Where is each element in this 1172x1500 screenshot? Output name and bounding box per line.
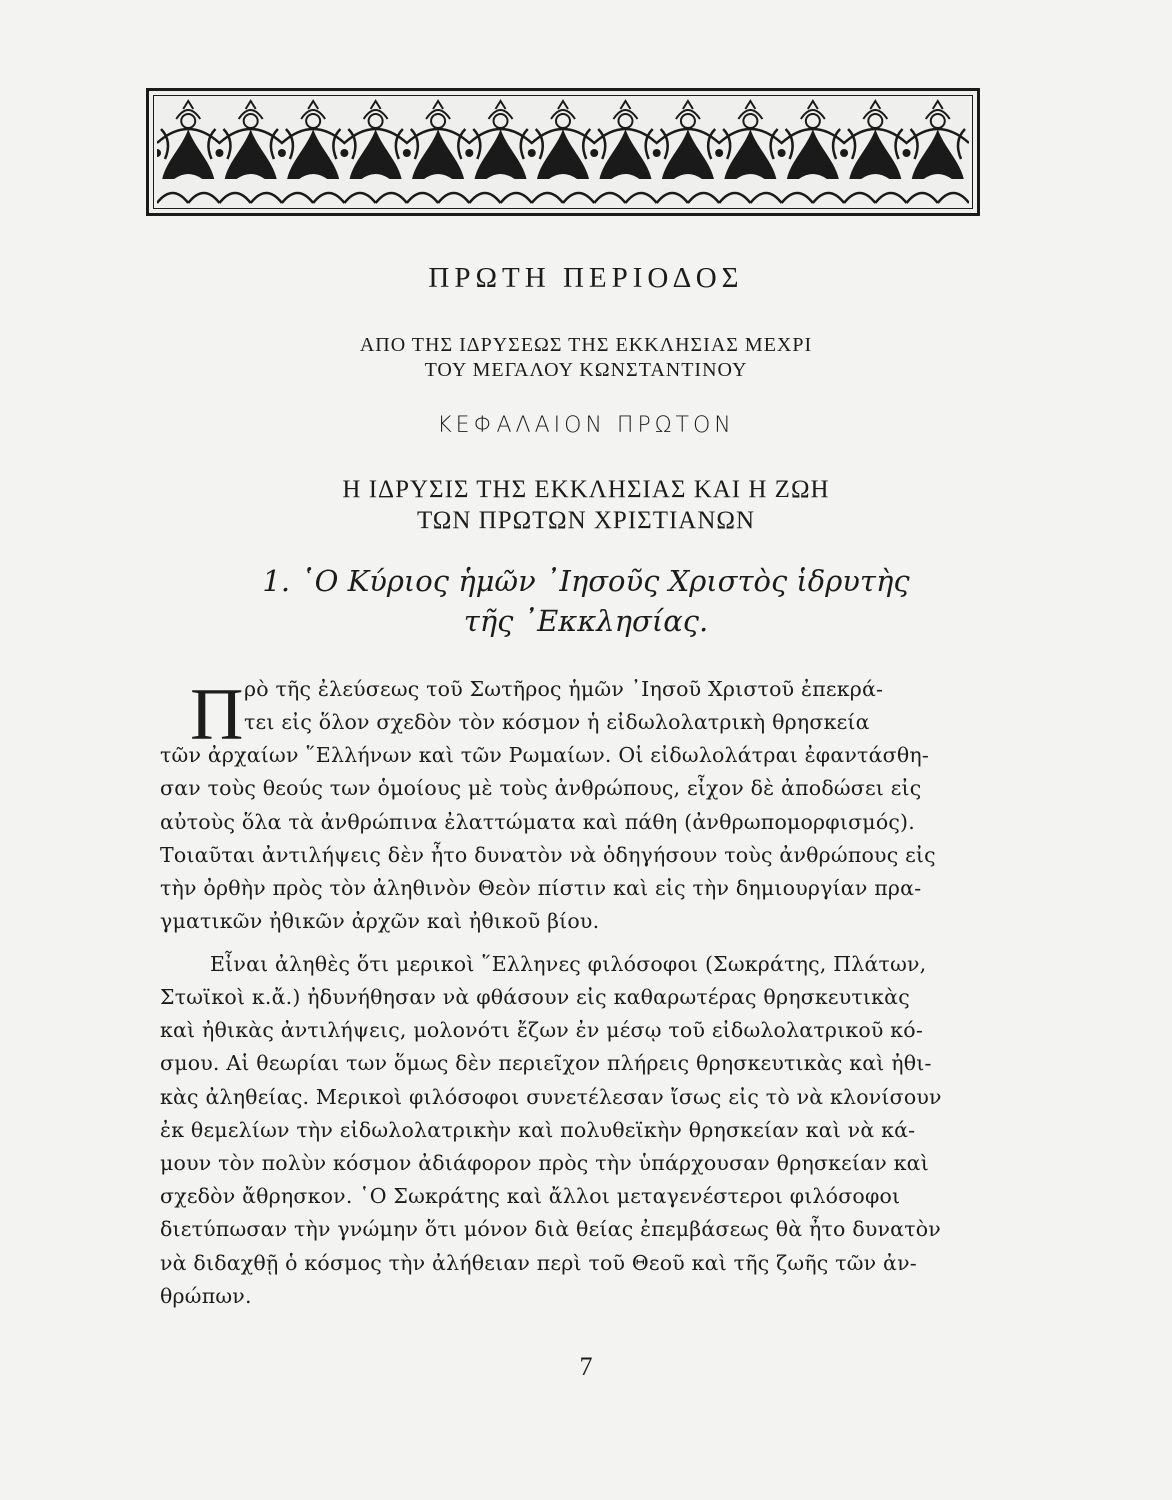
period-title: ΠΡΩΤΗ ΠΕΡΙΟΔΟΣ bbox=[428, 262, 744, 294]
body-line: σχεδὸν ἄθρησκον. ῾Ο Σωκράτης καὶ ἄλλοι μεταγενέστεροι φιλόσοφοι bbox=[160, 1184, 901, 1208]
body-line: διετύπωσαν τὴν γνώμην ὅτι μόνον διὰ θείας ἐπεμβάσεως θὰ ἦτο δυνατὸν bbox=[160, 1217, 941, 1241]
chapter-title-line-2: ΤΩΝ ΠΡΩΤΩΝ ΧΡΙΣΤΙΑΝΩΝ bbox=[416, 507, 756, 534]
section-title-text: ῾Ο Κύριος ἡμῶν ᾿Ιησοῦς Χριστὸς ἱδρυτὴς bbox=[300, 564, 910, 598]
body-line: Εἶναι ἀληθὲς ὅτι μερικοὶ ῞Ελληνες φιλόσοφοι (Σωκράτης, Πλάτων, bbox=[210, 952, 927, 976]
body-line: τει εἰς ὅλον σχεδὸν τὸν κόσμον ἡ εἰδωλολατρικὴ θρησκεία bbox=[244, 710, 870, 734]
body-line: ἐκ θεμελίων τὴν εἰδωλολατρικὴν καὶ πολυθεϊκὴν θρησκείαν καὶ νὰ κά- bbox=[160, 1118, 916, 1142]
body-line: καὶ ἠθικὰς ἀντιλήψεις, μολονότι ἔζων ἐν μέσῳ τοῦ εἰδωλολατρικοῦ κό- bbox=[160, 1018, 923, 1042]
period-subtitle-line-1: ΑΠΟ ΤΗΣ ΙΔΡΥΣΕΩΣ ΤΗΣ ΕΚΚΛΗΣΙΑΣ ΜΕΧΡΙ bbox=[359, 334, 813, 356]
decorative-header-border bbox=[146, 88, 980, 216]
body-line: Στωϊκοὶ κ.ἄ.) ἠδυνήθησαν νὰ φθάσουν εἰς καθαρωτέρας θρησκευτικὰς bbox=[160, 985, 910, 1009]
body-line: Τοιαῦται ἀντιλήψεις δὲν ἦτο δυνατὸν νὰ ὁδηγήσουν τοὺς ἀνθρώπους εἰς bbox=[160, 843, 936, 867]
body-line: νὰ διδαχθῇ ὁ κόσμος τὴν ἀλήθειαν περὶ τοῦ Θεοῦ καὶ τῆς ζωῆς τῶν ἀν- bbox=[160, 1251, 917, 1275]
body-line: τῶν ἀρχαίων ῞Ελλήνων καὶ τῶν Ρωμαίων. Οἱ εἰδωλολάτραι ἐφαντάσθη- bbox=[160, 743, 929, 767]
drop-cap: Π bbox=[190, 674, 244, 756]
body-line: σαν τοὺς θεούς των ὁμοίους μὲ τοὺς ἀνθρώπους, εἶχον δὲ ἀποδώσει εἰς bbox=[160, 776, 922, 800]
body-line: γματικῶν ἠθικῶν ἀρχῶν καὶ ἠθικοῦ βίου. bbox=[160, 909, 600, 933]
body-line: κὰς ἀληθείας. Μερικοὶ φιλόσοφοι συνετέλεσαν ἴσως εἰς τὸ νὰ κλονίσουν bbox=[160, 1085, 942, 1109]
section-title-line-1 bbox=[0, 564, 1172, 598]
body-line: τὴν ὀρθὴν πρὸς τὸν ἀληθινὸν Θεὸν πίστιν καὶ εἰς τὴν δημιουργίαν πρα- bbox=[160, 876, 922, 900]
chapter-label: ΚΕΦΑΛΑΙΟΝ ΠΡΩΤΟΝ bbox=[437, 413, 735, 438]
body-line: μουν τὸν πολὺν κόσμον ἀδιάφορον πρὸς τὴν ὑπάρχουσαν θρησκείαν καὶ bbox=[160, 1151, 929, 1175]
period-subtitle-line-2: ΤΟΥ ΜΕΓΑΛΟΥ ΚΩΝΣΤΑΝΤΙΝΟΥ bbox=[424, 359, 748, 381]
ornament-pattern-icon bbox=[157, 99, 969, 205]
section-title-line-2: τῆς ᾿Εκκλησίας. bbox=[463, 604, 709, 638]
body-line: ρὸ τῆς ἐλεύσεως τοῦ Σωτῆρος ἡμῶν ᾿Ιησοῦ Χριστοῦ ἐπεκρά- bbox=[244, 677, 884, 701]
body-line: θρώπων. bbox=[160, 1284, 252, 1308]
body-line: αὐτοὺς ὅλα τὰ ἀνθρώπινα ἐλαττώματα καὶ πάθη (ἀνθρωπομορφισμός). bbox=[160, 810, 915, 834]
section-number: 1. bbox=[262, 564, 291, 598]
chapter-title-line-1: Η ΙΔΡΥΣΙΣ ΤΗΣ ΕΚΚΛΗΣΙΑΣ ΚΑΙ Η ΖΩΗ bbox=[342, 476, 830, 503]
page-number: 7 bbox=[579, 1352, 593, 1381]
body-line: σμου. Αἱ θεωρίαι των ὅμως δὲν περιεῖχον πλήρεις θρησκευτικὰς καὶ ἠθι- bbox=[160, 1051, 932, 1075]
